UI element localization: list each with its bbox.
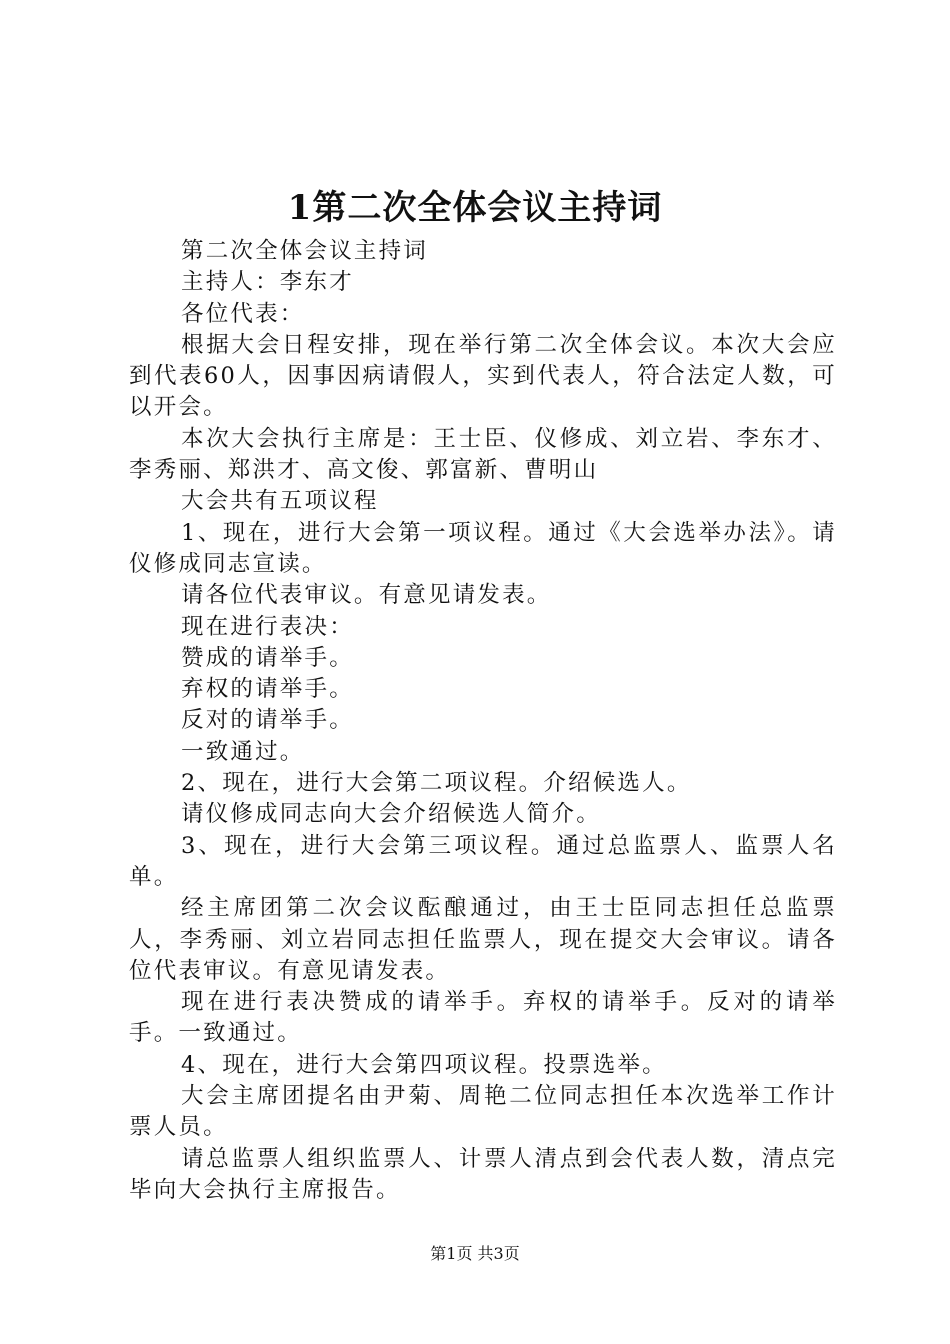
paragraph: 4、现在，进行大会第四项议程。投票选举。 — [181, 1051, 667, 1078]
paragraph: 赞成的请举手。 — [181, 644, 354, 671]
document-body — [129, 236, 837, 1206]
paragraph: 各位代表： — [181, 300, 305, 327]
paragraph: 请仪修成同志向大会介绍候选人简介。 — [181, 801, 601, 828]
paragraph: 请各位代表审议。有意见请发表。 — [181, 582, 552, 609]
paragraph: 请总监票人组织监票人、计票人清点到会代表人数，清点完毕向大会执行主席报告。 — [129, 1145, 837, 1203]
paragraph: 现在进行表决赞成的请举手。弃权的请举手。反对的请举手。一致通过。 — [129, 989, 837, 1047]
paragraph: 一致通过。 — [181, 738, 305, 765]
paragraph: 弃权的请举手。 — [181, 676, 354, 703]
page-footer: 第1页 共3页 — [430, 1244, 520, 1263]
paragraph: 根据大会日程安排，现在举行第二次全体会议。本次大会应到代表60人，因事因病请假人，实到代表人，符合法定人数，可以开会。 — [129, 331, 837, 421]
document-title: 1第二次全体会议主持词 — [287, 188, 663, 228]
paragraph: 3、现在，进行大会第三项议程。通过总监票人、监票人名单。 — [129, 832, 837, 890]
paragraph: 第二次全体会议主持词 — [181, 238, 429, 264]
paragraph: 反对的请举手。 — [181, 707, 354, 734]
paragraph: 经主席团第二次会议酝酿通过，由王士臣同志担任总监票人，李秀丽、刘立岩同志担任监票人，现在提交大会审议。请各位代表审议。有意见请发表。 — [129, 895, 837, 984]
paragraph: 大会主席团提名由尹菊、周艳二位同志担任本次选举工作计票人员。 — [129, 1083, 837, 1141]
paragraph: 1、现在，进行大会第一项议程。通过《大会选举办法》。请仪修成同志宣读。 — [129, 519, 837, 577]
paragraph: 大会共有五项议程 — [181, 488, 379, 515]
paragraph: 现在进行表决： — [181, 613, 354, 640]
paragraph: 本次大会执行主席是：王士臣、仪修成、刘立岩、李东才、李秀丽、郑洪才、高文俊、郭富新、曹明山 — [129, 425, 837, 484]
paragraph: 主持人：李东才 — [181, 269, 354, 296]
paragraph: 2、现在，进行大会第二项议程。介绍候选人。 — [181, 770, 692, 797]
